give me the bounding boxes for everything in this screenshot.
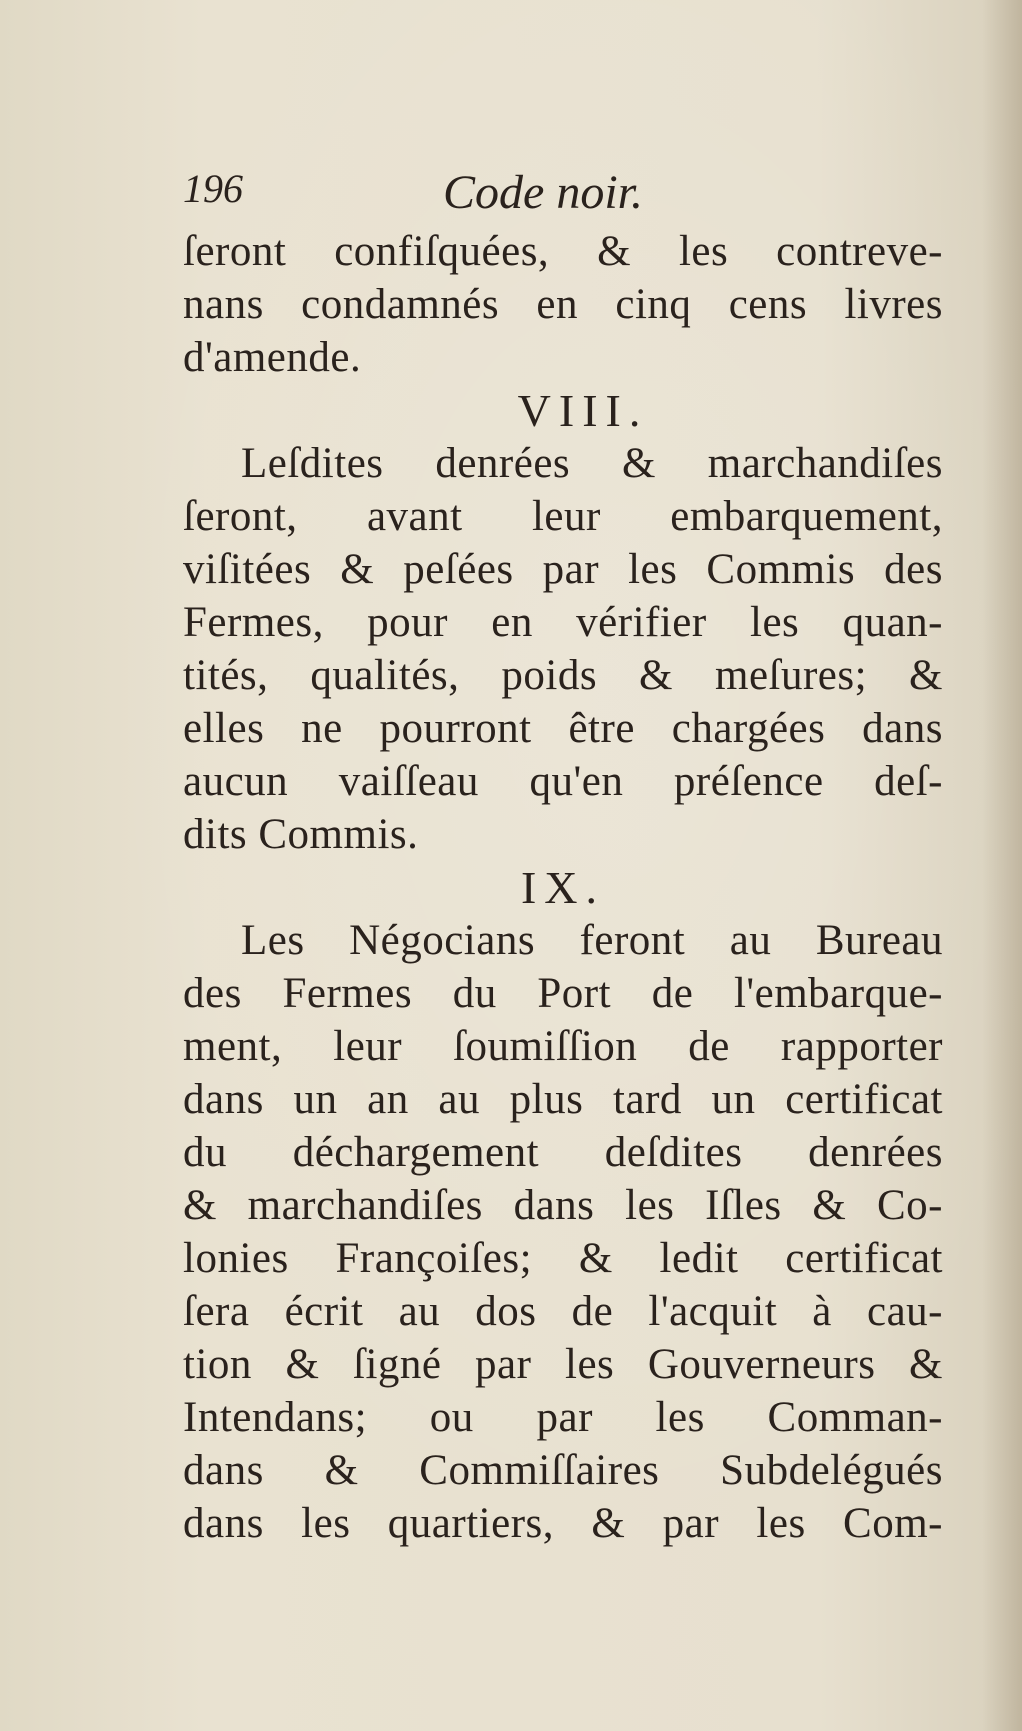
text-line: d'amende.	[183, 334, 362, 381]
body-text	[183, 225, 943, 1550]
text-line: dans & Commiſſaires Subdelégués	[183, 1447, 943, 1494]
text-line: ſeront confiſquées, & les contreve-	[183, 228, 943, 275]
text-line: elles ne pourront être chargées dans	[183, 705, 943, 752]
text-line: viſitées & peſées par les Commis des	[183, 546, 943, 593]
page-number: 196	[183, 166, 243, 211]
text-line: dits Commis.	[183, 811, 419, 858]
text-line: & marchandiſes dans les Iſles & Co-	[183, 1182, 943, 1229]
text-line: nans condamnés en cinq cens livres	[183, 281, 943, 328]
page-header	[183, 160, 943, 220]
text-line: ſera écrit au dos de l'acquit à cau-	[183, 1288, 943, 1335]
text-line: Leſdites denrées & marchandiſes	[241, 440, 943, 487]
text-line: ſeront, avant leur embarquement,	[183, 493, 943, 540]
text-line: dans les quartiers, & par les Com-	[183, 1500, 943, 1547]
text-line: tités, qualités, poids & meſures; &	[183, 652, 943, 699]
text-line: lonies Françoiſes; & ledit certificat	[183, 1235, 943, 1282]
text-line: Intendans; ou par les Comman-	[183, 1394, 943, 1441]
text-line: tion & ſigné par les Gouverneurs &	[183, 1341, 943, 1388]
text-line: aucun vaiſſeau qu'en préſence deſ-	[183, 758, 943, 805]
text-line: du déchargement deſdites denrées	[183, 1129, 943, 1176]
article-heading-viii: VIII.	[517, 385, 649, 436]
text-line: Fermes, pour en vérifier les quan-	[183, 599, 943, 646]
text-line: dans un an au plus tard un certificat	[183, 1076, 943, 1123]
text-line: des Fermes du Port de l'embarque-	[183, 970, 943, 1017]
article-heading-ix: IX.	[520, 862, 606, 913]
running-title: Code noir.	[443, 166, 644, 219]
text-line: ment, leur ſoumiſſion de rapporter	[183, 1023, 943, 1070]
page-edge-shadow	[982, 0, 1022, 1731]
text-line: Les Négocians feront au Bureau	[241, 917, 943, 964]
